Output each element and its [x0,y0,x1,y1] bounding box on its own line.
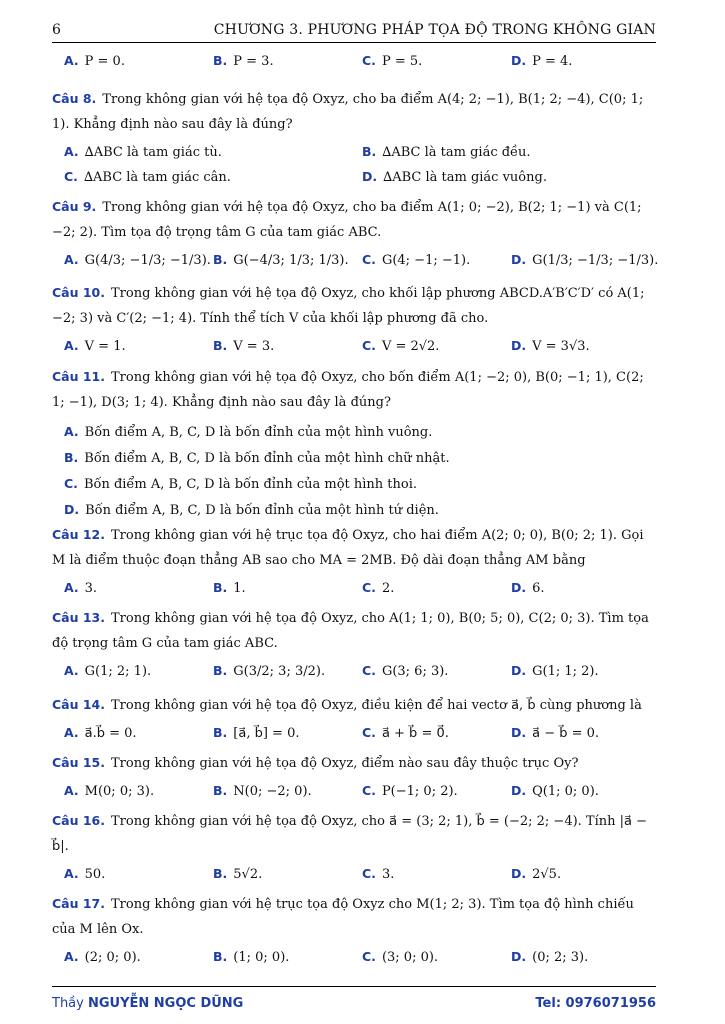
option-a: A. P = 0. [64,53,125,69]
option-b: B. 1. [213,580,246,596]
question-9: Câu 9. Trong không gian với hệ tọa độ Oxyz, cho ba điểm A(1; 0; −2), B(2; 1; −1) và C(1; −2; 2). Tìm tọa độ trọng tâm G của tam giác ABC. A. G(4/3; −1/3; −1/3). B. G(−4/3; 1/3; 1/3). C. G(4; −1; −1). D. G(1/3; −1/3; −1/3). [52,199,659,268]
option-c: C. P = 5. [362,53,423,69]
option-a: A. (2; 0; 0). [64,949,141,965]
chapter-title: CHƯƠNG 3. PHƯƠNG PHÁP TỌA ĐỘ TRONG KHÔNG GIAN [213,22,656,38]
option-d: D. Bốn điểm A, B, C, D là bốn đỉnh của một hình tứ diện. [64,502,439,518]
question-17: Câu 17. Trong không gian với hệ trục tọa độ Oxyz cho M(1; 2; 3). Tìm tọa độ hình chiếu của M lên Ox. A. (2; 0; 0). B. (1; 0; 0). C. (3; 0; 0). D. (0; 2; 3). [52,896,634,965]
option-d: D. V = 3√3. [511,338,590,354]
option-c: C. a⃗ + b⃗ = 0⃗. [362,725,449,741]
question-10: Câu 10. Trong không gian với hệ tọa độ Oxyz, cho khối lập phương ABCD.A′B′C′D′ có A(1; −2; 3) và C′(2; −1; 4). Tính thể tích V của khối lập phương đã cho. A. V = 1. B. V = 3. C. V = 2√2. D. V = 3√3. [52,285,645,354]
option-b: B. (1; 0; 0). [213,949,290,965]
option-d: D. P = 4. [511,53,573,69]
question-16: Câu 16. Trong không gian với hệ tọa độ Oxyz, cho a⃗ = (3; 2; 1), b⃗ = (−2; 2; −4). Tính |a⃗ − b⃗|. A. 50. B. 5√2. C. 3. D. 2√5. [52,813,648,882]
question-7-options [52,52,656,69]
phone-number: Tel: 0976071956 [535,996,656,1011]
option-b: B. 5√2. [213,866,263,882]
question-14: Câu 14. Trong không gian với hệ tọa độ Oxyz, điều kiện để hai vectơ a⃗, b⃗ cùng phương là A. a⃗.b⃗ = 0. B. [a⃗, b⃗] = 0. C. a⃗ + b⃗ = 0⃗. D. a⃗ − b⃗ = 0. [52,697,642,741]
option-d: D. 6. [511,580,545,596]
question-13: Câu 13. Trong không gian với hệ tọa độ Oxyz, cho A(1; 1; 0), B(0; 5; 0), C(2; 0; 3). Tìm tọa độ trọng tâm G của tam giác ABC. A. G(1; 2; 1). B. G(3/2; 3; 3/2). C. G(3; 6; 3). D. G(1; 1; 2). [52,610,649,679]
option-a: A. 50. [64,866,106,882]
question-8: Câu 8. Trong không gian với hệ tọa độ Oxyz, cho ba điểm A(4; 2; −1), B(1; 2; −4), C(0; 1; 1). Khẳng định nào sau đây là đúng? A. ∆ABC là tam giác tù. B. ∆ABC là tam giác đều. C. ∆ABC là tam giác cân. D. ∆ABC là tam giác vuông. [52,91,644,185]
option-a: A. Bốn điểm A, B, C, D là bốn đỉnh của một hình vuông. [64,424,433,440]
option-b: B. Bốn điểm A, B, C, D là bốn đỉnh của một hình chữ nhật. [64,450,450,466]
option-c: C. Bốn điểm A, B, C, D là bốn đỉnh của một hình thoi. [64,476,418,492]
option-b: B. [a⃗, b⃗] = 0. [213,725,300,741]
page-header [52,22,656,43]
option-c: C. (3; 0; 0). [362,949,439,965]
option-c: C. 2. [362,580,395,596]
page [52,0,659,1024]
option-d: D. (0; 2; 3). [511,949,589,965]
option-b: B. G(3/2; 3; 3/2). [213,663,326,679]
option-b: B. ∆ABC là tam giác đều. [362,144,531,160]
option-b: B. G(−4/3; 1/3; 1/3). [213,252,349,268]
option-c: C. G(3; 6; 3). [362,663,449,679]
option-a: A. M(0; 0; 3). [64,783,155,799]
question-12: Câu 12. Trong không gian với hệ trục tọa độ Oxyz, cho hai điểm A(2; 0; 0), B(0; 2; 1). Gọi M là điểm thuộc đoạn thẳng AB sao cho MA = 2MB. Độ dài đoạn thẳng AM bằng A. 3. B. 1. C. 2. D. 6. [52,527,644,596]
question-15: Câu 15. Trong không gian với hệ tọa độ Oxyz, điểm nào sau đây thuộc trục Oy? A. M(0; 0; 3). B. N(0; −2; 0). C. P(−1; 0; 2). D. Q(1; 0; 0). [52,755,599,799]
option-c: C. V = 2√2. [362,338,440,354]
option-c: C. P(−1; 0; 2). [362,783,458,799]
option-a: A. 3. [64,580,98,596]
option-d: D. G(1; 1; 2). [511,663,599,679]
page-number: 6 [52,22,61,38]
question-11: Câu 11. Trong không gian với hệ tọa độ Oxyz, cho bốn điểm A(1; −2; 0), B(0; −1; 1), C(2; 1; −1), D(3; 1; 4). Khẳng định nào sau đây là đúng? A. Bốn điểm A, B, C, D là bốn đỉnh của một hình vuông. B. Bốn điểm A, B, C, D là bốn đỉnh của một hình chữ nhật. C. Bốn điểm A, B, C, D là bốn đỉnh của một hình thoi. D. Bốn điểm A, B, C, D là bốn đỉnh của một hình tứ diện. [52,364,656,519]
option-c: C. ∆ABC là tam giác cân. [64,169,231,185]
option-d: D. Q(1; 0; 0). [511,783,599,799]
option-c: C. G(4; −1; −1). [362,252,471,268]
option-a: A. ∆ABC là tam giác tù. [64,144,222,160]
option-a: A. G(4/3; −1/3; −1/3). [64,252,211,268]
option-c: C. 3. [362,866,395,882]
option-d: D. a⃗ − b⃗ = 0. [511,725,600,741]
option-b: B. N(0; −2; 0). [213,783,312,799]
option-d: D. G(1/3; −1/3; −1/3). [511,252,659,268]
option-d: D. 2√5. [511,866,562,882]
option-b: B. V = 3. [213,338,275,354]
option-a: A. G(1; 2; 1). [64,663,152,679]
option-a: A. V = 1. [64,338,126,354]
page-footer [52,986,656,1011]
option-a: A. a⃗.b⃗ = 0. [64,725,137,741]
option-b: B. P = 3. [213,53,274,69]
teacher-credit: Thầy NGUYỄN NGỌC DŨNG [52,996,244,1011]
option-d: D. ∆ABC là tam giác vuông. [362,169,547,185]
